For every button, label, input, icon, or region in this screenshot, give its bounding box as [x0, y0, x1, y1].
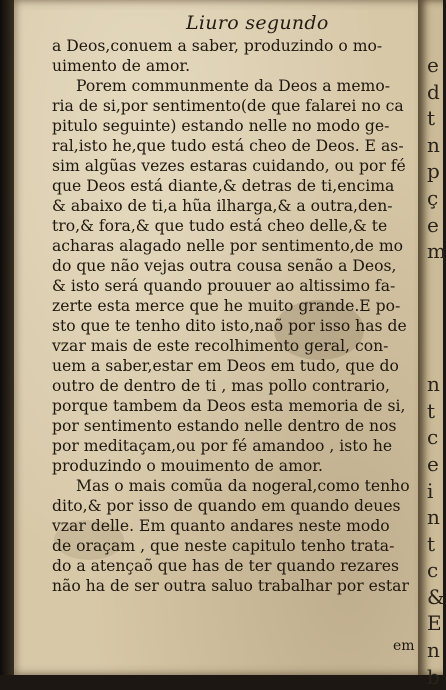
text-line: não ha de ser outra saluo trabalhar por estar	[52, 577, 409, 595]
facing-page-letter: e	[427, 451, 439, 476]
facing-page-letter: e	[427, 53, 439, 77]
text-line: ria de si,por sentimento(de que falarei no ca	[52, 97, 404, 115]
text-line: sto que te tenho dito isto,naõ por isso has de	[52, 317, 407, 335]
facing-page-letter: n	[427, 638, 440, 663]
facing-page-letter	[427, 345, 446, 372]
text-line: do que não vejas outra cousa senão a Deos,	[52, 257, 397, 275]
facing-page-letter	[427, 318, 446, 345]
text-line: dito,& por isso de quando em quando deues	[52, 497, 401, 515]
text-line: Mas o mais comũa da nogeral,como tenho	[76, 477, 410, 495]
facing-page-letter: &	[427, 584, 445, 609]
text-line: produzindo o mouimento de amor.	[52, 457, 323, 475]
facing-page-letter: E	[427, 611, 442, 636]
facing-page-letter: p	[427, 159, 440, 184]
text-line: ral,isto he,que tudo está cheo de Deos. E as-	[52, 137, 404, 155]
running-head: Liuro segundo	[186, 12, 329, 34]
text-line: uem a saber,estar em Deos em tudo, que do	[52, 357, 399, 375]
text-line: uimento de amor.	[52, 57, 191, 75]
facing-page-letter: n	[427, 132, 440, 157]
facing-page-edge	[418, 0, 446, 689]
facing-page-letter: c	[427, 558, 439, 583]
text-line: que Deos está diante,& detras de ti,encima	[52, 177, 395, 195]
facing-page-letter: ç	[427, 185, 439, 210]
facing-page-letter: n	[427, 372, 440, 397]
facing-page-letter: i	[427, 478, 434, 503]
facing-page-letter: t	[427, 398, 436, 423]
text-line: a Deos,conuem a saber, produzindo o mo-	[52, 37, 383, 55]
facing-page-letters	[427, 52, 446, 690]
text-line: sim algũas vezes estaras cuidando, ou por fé	[52, 157, 406, 175]
facing-page-letter	[427, 265, 446, 292]
text-line: zerte esta merce que he muito grande.E po-	[52, 297, 401, 315]
text-line: vzar delle. Em quanto andares neste modo	[52, 517, 390, 535]
facing-page-letter: n	[427, 505, 440, 530]
facing-page-letter: m	[427, 239, 446, 264]
facing-page-letter: t	[427, 531, 436, 556]
text-line: pitulo seguinte) estando nelle no modo ge-	[52, 117, 390, 135]
text-line: porque tambem da Deos esta memoria de si,	[52, 397, 406, 415]
text-line: & abaixo de ti,a hũa ilharga,& a outra,den-	[52, 197, 393, 215]
facing-page-letter: c	[427, 425, 439, 450]
text-line: tro,& fora,& que tudo está cheo delle,& te	[52, 217, 388, 235]
text-line: & isto será quando prouuer ao altissimo fa-	[52, 277, 396, 295]
text-line: acharas alagado nelle por sentimento,de mo	[52, 237, 404, 255]
text-line: Porem communmente da Deos a memo-	[76, 77, 390, 95]
text-line: do a atençaõ que has de ter quando rezares	[52, 557, 399, 575]
text-line: outro de dentro de ti , mas pollo contrario,	[52, 377, 390, 395]
facing-page-letter: d	[427, 79, 440, 104]
facing-page-letter: t	[427, 106, 436, 131]
text-line: de oraçam , que neste capitulo tenho trata-	[52, 537, 395, 555]
facing-page-letter	[427, 291, 446, 318]
facing-page-letter: e	[427, 212, 439, 237]
book-gutter	[0, 0, 14, 675]
text-line: vzar mais de este recolhimento geral, con-	[52, 337, 389, 355]
catchword: em	[393, 638, 415, 654]
text-line: por sentimento estando nelle dentro de nos	[52, 417, 397, 435]
facing-page-letter: b	[427, 664, 440, 689]
body-text	[52, 36, 408, 596]
text-line: por meditaçam,ou por fé amandoo , isto he	[52, 437, 393, 455]
